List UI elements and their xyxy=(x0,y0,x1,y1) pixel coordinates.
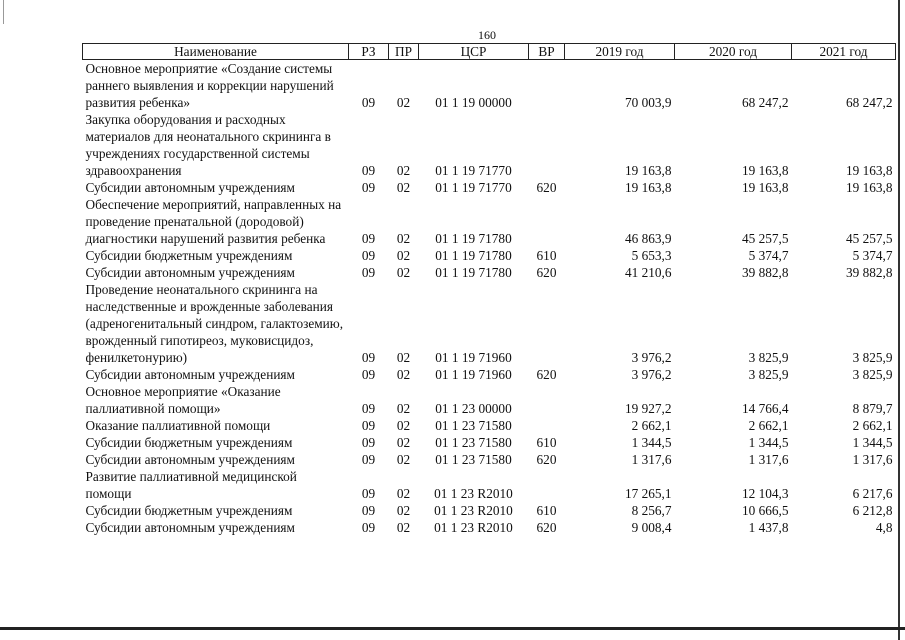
row-value-2020: 10 666,5 xyxy=(741,503,789,518)
header-name: Наименование xyxy=(83,44,349,60)
table-header-row xyxy=(83,44,896,60)
row-value-2020: 1 317,6 xyxy=(748,452,789,467)
table-row xyxy=(83,60,896,112)
row-value-2019: 8 256,7 xyxy=(631,503,672,518)
table-row xyxy=(83,519,896,536)
row-name: Основное мероприятие «Создание системы раннего выявления и коррекции нарушений развития ребенка» xyxy=(85,61,334,110)
row-csr: 01 1 23 71580 xyxy=(435,452,512,467)
row-csr: 01 1 19 71770 xyxy=(435,163,512,178)
row-vr: 620 xyxy=(536,265,557,280)
row-rz: 09 xyxy=(361,435,376,450)
row-rz: 09 xyxy=(361,180,376,195)
row-value-2019: 1 344,5 xyxy=(631,435,672,450)
row-vr: 610 xyxy=(536,248,557,263)
row-value-2020: 14 766,4 xyxy=(741,401,789,416)
row-value-2019: 46 863,9 xyxy=(624,231,672,246)
row-value-2021: 4,8 xyxy=(875,520,893,535)
header-2020: 2020 год xyxy=(675,44,792,60)
row-name: Субсидии бюджетным учреждениям xyxy=(85,435,293,450)
row-csr: 01 1 19 00000 xyxy=(435,95,512,110)
row-value-2021: 6 217,6 xyxy=(852,486,893,501)
row-value-2021: 8 879,7 xyxy=(852,401,893,416)
row-rz: 09 xyxy=(361,452,376,467)
row-value-2019: 41 210,6 xyxy=(624,265,672,280)
row-value-2020: 39 882,8 xyxy=(741,265,789,280)
scan-bottom-border xyxy=(0,627,905,630)
row-csr: 01 1 19 71960 xyxy=(435,367,512,382)
row-value-2020: 2 662,1 xyxy=(748,418,789,433)
table-row xyxy=(83,468,896,502)
budget-table xyxy=(82,43,896,536)
row-value-2019: 70 003,9 xyxy=(624,95,672,110)
row-name: Субсидии автономным учреждениям xyxy=(85,180,295,195)
row-value-2021: 1 344,5 xyxy=(852,435,893,450)
row-csr: 01 1 19 71780 xyxy=(435,231,512,246)
row-rz: 09 xyxy=(361,503,376,518)
row-name: Оказание паллиативной помощи xyxy=(85,418,271,433)
table-row xyxy=(83,264,896,281)
header-vr: ВР xyxy=(529,44,565,60)
row-csr: 01 1 19 71770 xyxy=(435,180,512,195)
row-vr xyxy=(529,196,565,247)
table-body xyxy=(83,60,896,537)
table-row xyxy=(83,111,896,179)
row-rz: 09 xyxy=(361,248,376,263)
row-pr: 02 xyxy=(396,231,411,246)
row-value-2020: 45 257,5 xyxy=(741,231,789,246)
row-vr: 620 xyxy=(536,452,557,467)
row-pr: 02 xyxy=(396,452,411,467)
row-value-2019: 19 163,8 xyxy=(624,180,672,195)
row-name: Субсидии автономным учреждениям xyxy=(85,520,295,535)
row-pr: 02 xyxy=(396,180,411,195)
header-2021: 2021 год xyxy=(792,44,896,60)
row-name: Субсидии бюджетным учреждениям xyxy=(85,248,293,263)
row-csr: 01 1 23 71580 xyxy=(435,435,512,450)
table-row xyxy=(83,281,896,366)
row-name: Закупка оборудования и расходных материалов для неонатального скрининга в учреждениях государственной системы здравоохранения xyxy=(85,112,331,178)
row-pr: 02 xyxy=(396,520,411,535)
table-row xyxy=(83,434,896,451)
row-rz: 09 xyxy=(361,520,376,535)
row-value-2021: 5 374,7 xyxy=(852,248,893,263)
row-value-2019: 9 008,4 xyxy=(631,520,672,535)
row-value-2020: 3 825,9 xyxy=(748,350,789,365)
row-value-2019: 3 976,2 xyxy=(631,367,672,382)
row-value-2019: 19 927,2 xyxy=(624,401,672,416)
row-value-2019: 5 653,3 xyxy=(631,248,672,263)
row-rz: 09 xyxy=(361,95,376,110)
row-vr: 620 xyxy=(536,520,557,535)
table-row xyxy=(83,366,896,383)
table-row xyxy=(83,417,896,434)
row-value-2019: 17 265,1 xyxy=(624,486,672,501)
row-value-2021: 19 163,8 xyxy=(845,163,893,178)
row-rz: 09 xyxy=(361,401,376,416)
row-csr: 01 1 23 R2010 xyxy=(434,486,513,501)
table-row xyxy=(83,502,896,519)
header-csr: ЦСР xyxy=(419,44,529,60)
scan-right-border xyxy=(898,0,900,640)
row-pr: 02 xyxy=(396,486,411,501)
row-vr xyxy=(529,417,565,434)
row-value-2020: 5 374,7 xyxy=(748,248,789,263)
row-value-2021: 2 662,1 xyxy=(852,418,893,433)
row-csr: 01 1 23 71580 xyxy=(435,418,512,433)
row-value-2020: 1 344,5 xyxy=(748,435,789,450)
row-name: Обеспечение мероприятий, направленных на проведение пренатальной (дородовой) диагностики нарушений развития ребенка xyxy=(85,197,342,246)
row-rz: 09 xyxy=(361,163,376,178)
row-csr: 01 1 19 71780 xyxy=(435,248,512,263)
row-value-2021: 1 317,6 xyxy=(852,452,893,467)
row-vr: 610 xyxy=(536,435,557,450)
row-value-2021: 45 257,5 xyxy=(845,231,893,246)
row-value-2021: 19 163,8 xyxy=(845,180,893,195)
row-pr: 02 xyxy=(396,401,411,416)
row-name: Основное мероприятие «Оказание паллиативной помощи» xyxy=(85,384,281,416)
row-value-2019: 1 317,6 xyxy=(631,452,672,467)
row-rz: 09 xyxy=(361,231,376,246)
header-rz: РЗ xyxy=(349,44,389,60)
row-rz: 09 xyxy=(361,367,376,382)
row-pr: 02 xyxy=(396,418,411,433)
table-row xyxy=(83,451,896,468)
row-csr: 01 1 23 00000 xyxy=(435,401,512,416)
row-pr: 02 xyxy=(396,95,411,110)
row-name: Субсидии автономным учреждениям xyxy=(85,367,295,382)
row-name: Субсидии автономным учреждениям xyxy=(85,265,295,280)
row-pr: 02 xyxy=(396,265,411,280)
row-csr: 01 1 23 R2010 xyxy=(434,520,513,535)
page-number: 160 xyxy=(478,28,496,42)
header-2019: 2019 год xyxy=(565,44,675,60)
row-rz: 09 xyxy=(361,350,376,365)
row-rz: 09 xyxy=(361,486,376,501)
row-csr: 01 1 19 71780 xyxy=(435,265,512,280)
table-row xyxy=(83,383,896,417)
row-pr: 02 xyxy=(396,503,411,518)
table-row xyxy=(83,247,896,264)
row-vr xyxy=(529,111,565,179)
row-pr: 02 xyxy=(396,163,411,178)
row-vr: 620 xyxy=(536,367,557,382)
row-pr: 02 xyxy=(396,248,411,263)
row-vr xyxy=(529,468,565,502)
row-vr xyxy=(529,60,565,112)
row-value-2020: 12 104,3 xyxy=(741,486,789,501)
row-csr: 01 1 19 71960 xyxy=(435,350,512,365)
row-value-2021: 3 825,9 xyxy=(852,350,893,365)
row-rz: 09 xyxy=(361,265,376,280)
row-value-2020: 68 247,2 xyxy=(741,95,789,110)
row-pr: 02 xyxy=(396,367,411,382)
table-row xyxy=(83,179,896,196)
row-vr: 610 xyxy=(536,503,557,518)
table-row xyxy=(83,196,896,247)
row-value-2020: 19 163,8 xyxy=(741,180,789,195)
row-pr: 02 xyxy=(396,350,411,365)
scan-edge-mark xyxy=(3,0,4,24)
row-name: Субсидии бюджетным учреждениям xyxy=(85,503,293,518)
row-value-2021: 39 882,8 xyxy=(845,265,893,280)
row-value-2021: 68 247,2 xyxy=(845,95,893,110)
row-value-2019: 2 662,1 xyxy=(631,418,672,433)
row-csr: 01 1 23 R2010 xyxy=(434,503,513,518)
row-value-2021: 6 212,8 xyxy=(852,503,893,518)
row-value-2020: 19 163,8 xyxy=(741,163,789,178)
row-vr xyxy=(529,383,565,417)
row-name: Субсидии автономным учреждениям xyxy=(85,452,295,467)
row-vr: 620 xyxy=(536,180,557,195)
row-rz: 09 xyxy=(361,418,376,433)
row-vr xyxy=(529,281,565,366)
row-value-2020: 3 825,9 xyxy=(748,367,789,382)
row-value-2019: 3 976,2 xyxy=(631,350,672,365)
row-name: Проведение неонатального скрининга на наследственные и врожденные заболевания (адреногенитальный синдром, галактоземию, врожденный гипотиреоз, муковисцидоз, фенилкетонурию) xyxy=(85,282,344,365)
header-pr: ПР xyxy=(389,44,419,60)
row-value-2021: 3 825,9 xyxy=(852,367,893,382)
row-value-2019: 19 163,8 xyxy=(624,163,672,178)
row-pr: 02 xyxy=(396,435,411,450)
row-value-2020: 1 437,8 xyxy=(748,520,789,535)
row-name: Развитие паллиативной медицинской помощи xyxy=(85,469,297,501)
